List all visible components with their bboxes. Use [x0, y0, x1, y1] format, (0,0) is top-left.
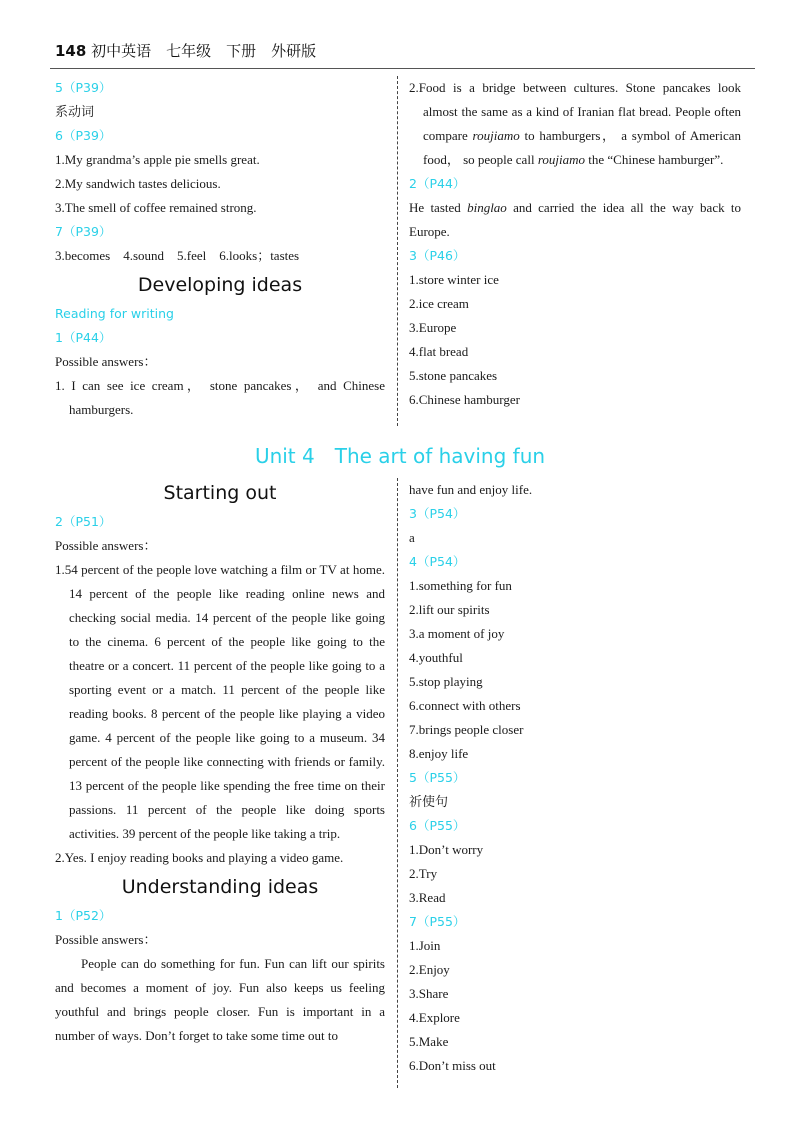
possible-answers-label: Possible answers： [55, 932, 157, 947]
text-run: to hamburgers， a symbol of American food， so people call [423, 128, 741, 167]
list-item: 5.Make [409, 1034, 449, 1049]
section-title: Developing ideas [137, 274, 303, 296]
list-item: 3.Share [409, 986, 449, 1001]
heading: 6（P55） [409, 818, 466, 833]
list-item: 4.flat bread [409, 344, 469, 359]
heading: 7（P39） [55, 224, 112, 239]
list-item: 6.Chinese hamburger [409, 392, 520, 407]
list-item: 3.Europe [409, 320, 457, 335]
heading: 7（P55） [409, 914, 466, 929]
list-item: 5.stop playing [409, 674, 483, 689]
list-item: 4.youthful [409, 650, 463, 665]
answer-line: a [409, 530, 415, 545]
heading: 5（P55） [409, 770, 466, 785]
possible-answers-label: Possible answers： [55, 538, 157, 553]
list-item: 2.Try [409, 866, 438, 881]
possible-answers-label: Possible answers： [55, 354, 157, 369]
page-number: 148 [55, 42, 87, 60]
answer-paragraph: 1. I can see ice cream， stone pancakes， and Chinese hamburgers. [55, 378, 385, 417]
section-title: Understanding ideas [121, 876, 319, 898]
heading: 5（P39） [55, 80, 112, 95]
heading: 3（P54） [409, 506, 466, 521]
answer-line: 3.The smell of coffee remained strong. [55, 200, 257, 215]
italic-term: binglao [467, 200, 507, 215]
list-item: 1.Join [409, 938, 441, 953]
text-run: 2.Food is a bridge between cultures. Stone pancakes look almost the same as a kind of Iranian flat bread. People often compare [409, 80, 741, 143]
answer-paragraph [409, 76, 741, 172]
italic-term: roujiamo [472, 128, 520, 143]
heading: 1（P44） [55, 330, 112, 345]
text-run: He tasted [409, 200, 468, 215]
heading: 1（P52） [55, 908, 112, 923]
heading: 3（P46） [409, 248, 466, 263]
list-item: 8.enjoy life [409, 746, 469, 761]
answer-text: 系动词 [55, 104, 95, 119]
list-item: 6.connect with others [409, 698, 521, 713]
header-rule [50, 68, 755, 69]
subsection-title: Reading for writing [55, 306, 174, 321]
bottom-right-column [409, 478, 741, 1078]
heading: 2（P51） [55, 514, 112, 529]
bottom-left-column [55, 476, 385, 1048]
heading: 4（P54） [409, 554, 466, 569]
list-item: 1.something for fun [409, 578, 512, 593]
list-item: 7.brings people closer [409, 722, 524, 737]
answer-line: have fun and enjoy life. [409, 482, 533, 497]
column-divider-bottom [397, 478, 398, 1088]
list-item: 4.Explore [409, 1010, 460, 1025]
list-item: 3.a moment of joy [409, 626, 505, 641]
list-item: 1.store winter ice [409, 272, 499, 287]
list-item: 2.ice cream [409, 296, 469, 311]
list-item: 6.Don’t miss out [409, 1058, 496, 1073]
answer-line: 2.My sandwich tastes delicious. [55, 176, 221, 191]
page-header [55, 40, 316, 61]
text-run: and carried the idea all the way back to Europe. [409, 200, 742, 239]
top-left-column [55, 76, 385, 422]
list-item: 2.lift our spirits [409, 602, 490, 617]
answer-paragraph: 1.54 percent of the people love watching a film or TV at home. 14 percent of the people like reading online news and checking social media. 14 percent of the people like going to the cinema. 6 percent of the people like going to the theatre or a concert. 11 percent of the people like going to a sporting event or a match. 11 percent of the people like reading books. 8 percent of the people like playing a video game. 4 percent of the people like going to a museum. 34 percent of the people like connecting with friends or family. 13 percent of the people like spending the free time on their passions. 11 percent of the people like doing sports activities. 39 percent of the people like taking a trip. [55, 562, 385, 841]
list-item: 3.Read [409, 890, 446, 905]
heading: 6（P39） [55, 128, 112, 143]
text-run: the “Chinese hamburger”. [585, 152, 724, 167]
answer-line: 3.becomes 4.sound 5.feel 6.looks；tastes [55, 248, 300, 263]
list-item: 2.Enjoy [409, 962, 450, 977]
unit-title: Unit 4 The art of having fun [254, 444, 546, 468]
answer-line: 祈使句 [409, 794, 449, 809]
list-item: 1.Don’t worry [409, 842, 484, 857]
answer-paragraph [409, 196, 741, 244]
top-right-column [409, 76, 741, 412]
answer-paragraph: People can do something for fun. Fun can lift our spirits and becomes a moment of joy. Fun also keeps us feeling youthful and brings people closer. Fun is important in a number of ways. Don’t forget to take some time out to [55, 956, 385, 1043]
book-title: 初中英语 七年级 下册 外研版 [91, 42, 317, 60]
column-divider-top [397, 76, 398, 426]
heading: 2（P44） [409, 176, 466, 191]
section-title: Starting out [163, 482, 277, 504]
italic-term: roujiamo [537, 152, 586, 167]
list-item: 5.stone pancakes [409, 368, 498, 383]
answer-paragraph: 2.Yes. I enjoy reading books and playing a video game. [55, 850, 344, 865]
answer-line: 1.My grandma’s apple pie smells great. [55, 152, 260, 167]
